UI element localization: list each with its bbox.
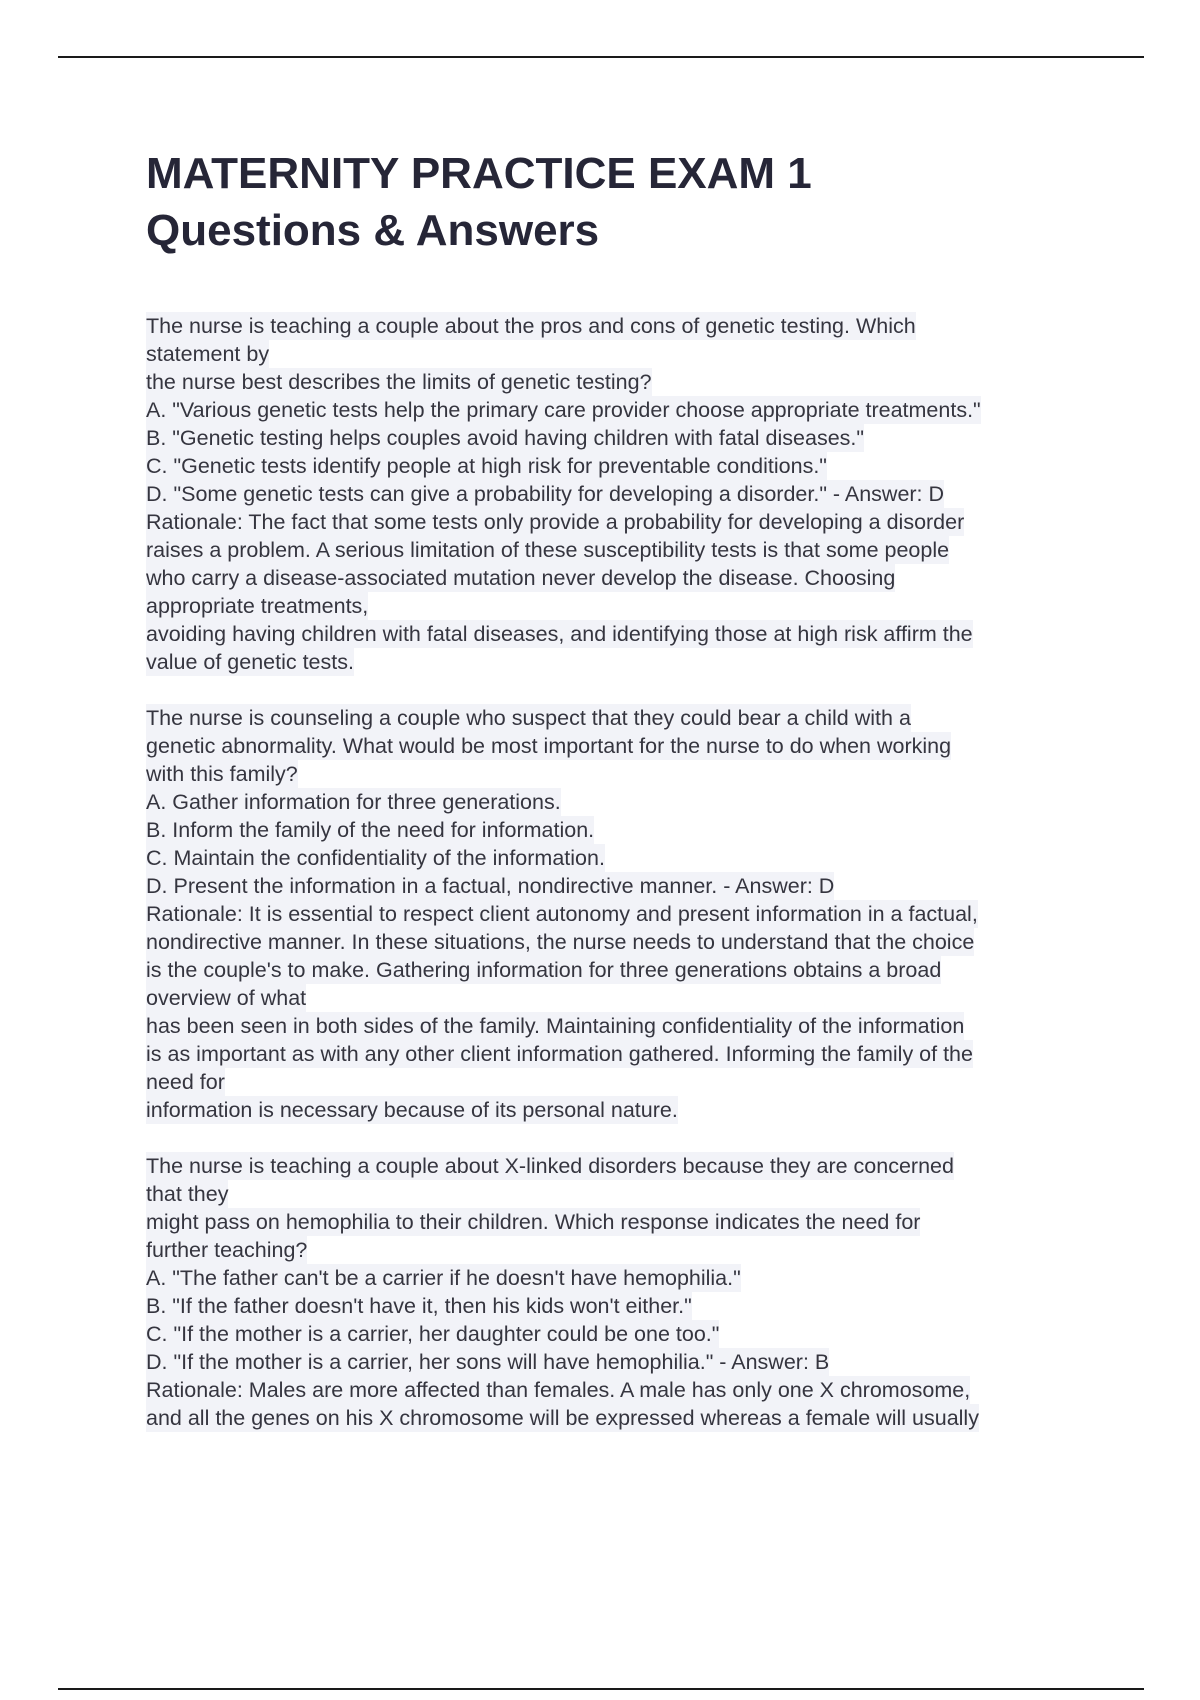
text-line: with this family?	[146, 762, 298, 786]
text-line: might pass on hemophilia to their children. Which response indicates the need for	[146, 1210, 921, 1234]
text-line: The nurse is teaching a couple about X-linked disorders because they are concerned	[146, 1154, 954, 1178]
rationale-line: overview of what	[146, 986, 307, 1010]
option-b: B. "Genetic testing helps couples avoid having children with fatal diseases."	[146, 426, 865, 450]
rationale-line: appropriate treatments,	[146, 594, 369, 618]
text-line: the nurse best describes the limits of genetic testing?	[146, 370, 652, 394]
option-a: A. "The father can't be a carrier if he doesn't have hemophilia."	[146, 1266, 741, 1290]
text-line: The nurse is teaching a couple about the pros and cons of genetic testing. Which	[146, 314, 916, 338]
rationale-line: who carry a disease-associated mutation never develop the disease. Choosing	[146, 566, 896, 590]
option-a: A. Gather information for three generations.	[146, 790, 561, 814]
document-body	[146, 312, 1096, 1460]
question-block-2	[146, 704, 1096, 1124]
option-c: C. Maintain the confidentiality of the information.	[146, 846, 605, 870]
rationale-line: value of genetic tests.	[146, 650, 354, 674]
bottom-rule	[58, 1688, 1144, 1690]
question-block-3	[146, 1152, 1096, 1432]
option-d-answer: D. "Some genetic tests can give a probability for developing a disorder." - Answer: D	[146, 482, 945, 506]
option-d-answer: D. "If the mother is a carrier, her sons will have hemophilia." - Answer: B	[146, 1350, 830, 1374]
text-line: that they	[146, 1182, 229, 1206]
text-line: The nurse is counseling a couple who suspect that they could bear a child with a	[146, 706, 911, 730]
question-block-1	[146, 312, 1096, 676]
option-b: B. Inform the family of the need for information.	[146, 818, 595, 842]
rationale-line: Rationale: It is essential to respect client autonomy and present information in a factual,	[146, 902, 978, 926]
option-c: C. "If the mother is a carrier, her daughter could be one too."	[146, 1322, 720, 1346]
rationale-line: is the couple's to make. Gathering information for three generations obtains a broad	[146, 958, 942, 982]
rationale-line: Rationale: Males are more affected than females. A male has only one X chromosome,	[146, 1378, 971, 1402]
top-rule	[58, 56, 1144, 58]
rationale-line: is as important as with any other client information gathered. Informing the family of the	[146, 1042, 973, 1066]
rationale-line: raises a problem. A serious limitation of these susceptibility tests is that some people	[146, 538, 950, 562]
rationale-line: need for	[146, 1070, 225, 1094]
page-title-line-1: MATERNITY PRACTICE EXAM 1	[146, 149, 812, 198]
option-c: C. "Genetic tests identify people at high risk for preventable conditions."	[146, 454, 827, 478]
text-line: further teaching?	[146, 1238, 308, 1262]
option-a: A. "Various genetic tests help the primary care provider choose appropriate treatments."	[146, 398, 981, 422]
text-line: genetic abnormality. What would be most important for the nurse to do when working	[146, 734, 952, 758]
rationale-line: has been seen in both sides of the family. Maintaining confidentiality of the information	[146, 1014, 965, 1038]
rationale-line: information is necessary because of its personal nature.	[146, 1098, 678, 1122]
text-line: statement by	[146, 342, 270, 366]
option-d-answer: D. Present the information in a factual, nondirective manner. - Answer: D	[146, 874, 835, 898]
rationale-line: nondirective manner. In these situations, the nurse needs to understand that the choice	[146, 930, 975, 954]
rationale-line: Rationale: The fact that some tests only provide a probability for developing a disorder	[146, 510, 965, 534]
rationale-line: and all the genes on his X chromosome will be expressed whereas a female will usually	[146, 1406, 979, 1430]
page-title	[146, 145, 1106, 259]
option-b: B. "If the father doesn't have it, then his kids won't either."	[146, 1294, 692, 1318]
rationale-line: avoiding having children with fatal diseases, and identifying those at high risk affirm the	[146, 622, 973, 646]
page-title-line-2: Questions & Answers	[146, 206, 600, 255]
